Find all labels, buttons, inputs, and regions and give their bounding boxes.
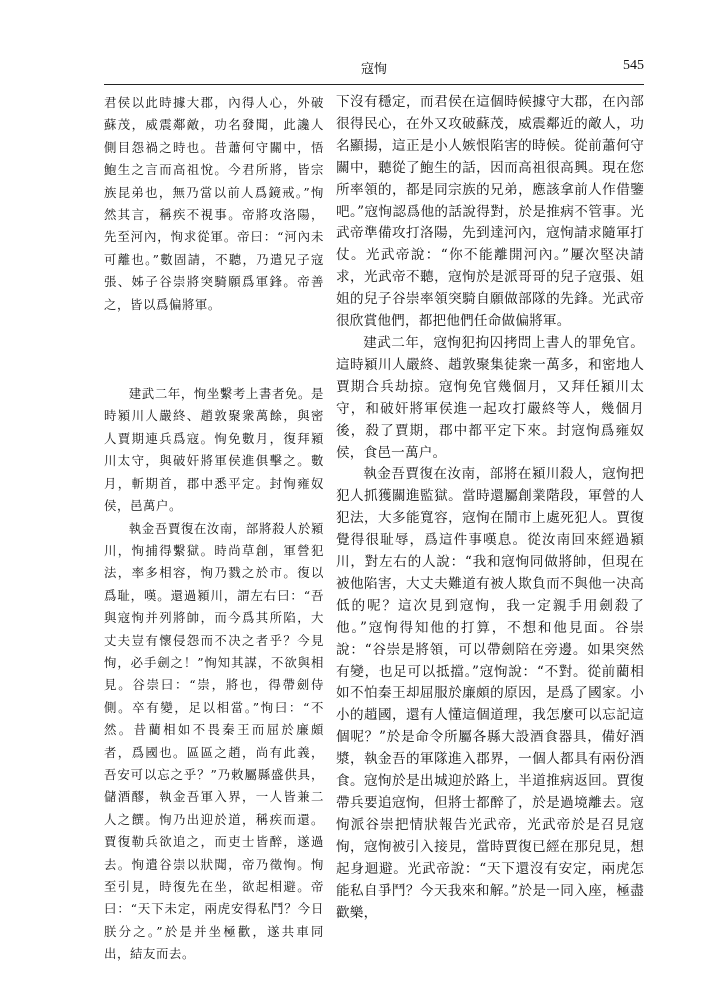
page-header (104, 58, 644, 80)
translation-paragraph: 執金吾賈復在汝南，部將在潁川殺人，寇恂把犯人抓獲關進監獄。當時還屬創業階段，軍營的人犯法，大多能寬容，寇恂在鬧市上處死犯人。賈復覺得很耻辱，爲這件事嘆息。從汝南回來經過潁川，對左右的人說：“我和寇恂同做將帥，但現在被他陷害，大丈夫難道有被人欺負而不與他一决高低的呢？這次見到寇恂，我一定親手用劍殺了他。”寇恂得知他的打算，不想和他見面。谷崇說：“谷崇是將領，可以帶劍陪在旁邊。如果突然有變，也足可以抵擋。”寇恂說：“不對。從前藺相如不怕秦王却屈服於廉頗的原因，是爲了國家。小小的趙國，還有人懂這個道理，我怎麼可以忘記這個呢？”於是命令所屬各縣大設酒食器具，備好酒漿，執金吾的軍隊進入郡界，一個人都具有兩份酒食。寇恂於是出城迎於路上，半道推病返回。賈復帶兵要追寇恂，但將士都醉了，於是過境離去。寇恂派谷崇把情狀報告光武帝，光武帝於是召見寇恂，寇恂被引入接見，當時賈復已經在那兒見，想起身迴避。光武帝說：“天下還沒有安定，兩虎怎能私自爭鬥？今天我來和解。”於是一同入座，極盡歡樂， (336, 466, 644, 921)
translation-paragraph: 下沒有穩定，而君侯在這個時候據守大郡，在內部很得民心，在外又攻破蘇茂，威震鄰近的敵人，功名顯揚，這正是小人嫉恨陷害的時候。從前蕭何守關中，聽從了鮑生的話，因而高祖很高興。現在您所率領的，都是同宗族的兄弟，應該拿前人作借鑒吧。”寇恂認爲他的話說得對，於是推病不管事。光武帝準備攻打洛陽，先到達河內，寇恂請求隨軍打仗。光武帝說：“你不能離開河內。”屢次堅决請求，光武帝不聽，寇恂於是派哥哥的兒子寇張、姐姐的兒子谷崇率領突騎自願做部隊的先鋒。光武帝很欣賞他們，都把他們任命做偏將軍。 (336, 94, 644, 330)
translation-paragraph: 建武二年，寇恂犯拘囚拷問上書人的罪免官。這時潁川人嚴終、趙敦聚集徒衆一萬多，和密地人賈期合兵劫掠。寇恂免官幾個月，又拜任潁川太守，和破奸將軍侯進一起攻打嚴終等人，幾個月後，殺了賈期，郡中都平定下來。封寇恂爲雍奴侯，食邑一萬户。 (336, 334, 644, 461)
classical-paragraph: 執金吾賈復在汝南，部將殺人於潁川，恂捕得繫獄。時尚草創，軍營犯法，率多相容，恂乃戮之於市。復以爲耻，嘆。還過潁川，謂左右曰：“吾與寇恂并列將帥，而今爲其所陷，大丈夫豈有懷侵怨而不决之者乎？今見恂，必手劍之！”恂知其謀，不欲與相見。谷崇曰：“崇，將也，得帶劍侍側。卒有變，足以相當。”恂曰：“不然。昔藺相如不畏秦王而屈於廉頗者，爲國也。區區之趙，尚有此義，吾安可以忘之乎？”乃敕屬縣盛供具，儲酒醪，執金吾軍入界，一人皆兼二人之饌。恂乃出迎於道，稱疾而還。賈復勒兵欲追之，而吏士皆醉，遂過去。恂遣谷崇以狀聞，帝乃徵恂。恂至引見，時復先在坐，欲起相避。帝曰：“天下未定，兩虎安得私鬥？今日朕分之。”於是并坐極歡，遂共車同出，結友而去。 (104, 520, 324, 962)
classical-paragraph: 君侯以此時據大郡，內得人心，外破蘇茂，威震鄰敵，功名發聞，此讒人側目怨禍之時也。昔蕭何守關中，悟鮑生之言而高祖悅。今君所將，皆宗族昆弟也，無乃當以前人爲鏡戒。”恂然其言，稱疾不視事。帝將攻洛陽，先至河內，恂求從軍。帝曰：“河內未可離也。”數固請，不聽，乃遣兄子寇張、姊子谷崇將突騎願爲軍鋒。帝善之，皆以爲偏將軍。 (104, 95, 324, 312)
header-rule (104, 84, 644, 85)
translation-text-column (336, 92, 644, 924)
paragraph-gap (104, 316, 324, 383)
page-number: 545 (623, 58, 644, 73)
running-title: 寇恂 (360, 62, 387, 77)
classical-paragraph: 建武二年，恂坐繫考上書者免。是時潁川人嚴終、趙敦聚衆萬餘，與密人賈期連兵爲寇。恂免數月，復拜潁川太守，與破奸將軍侯進俱擊之。數月，斬期首，郡中悉平定。封恂雍奴侯，邑萬户。 (104, 386, 324, 514)
classical-text-column (104, 92, 324, 966)
